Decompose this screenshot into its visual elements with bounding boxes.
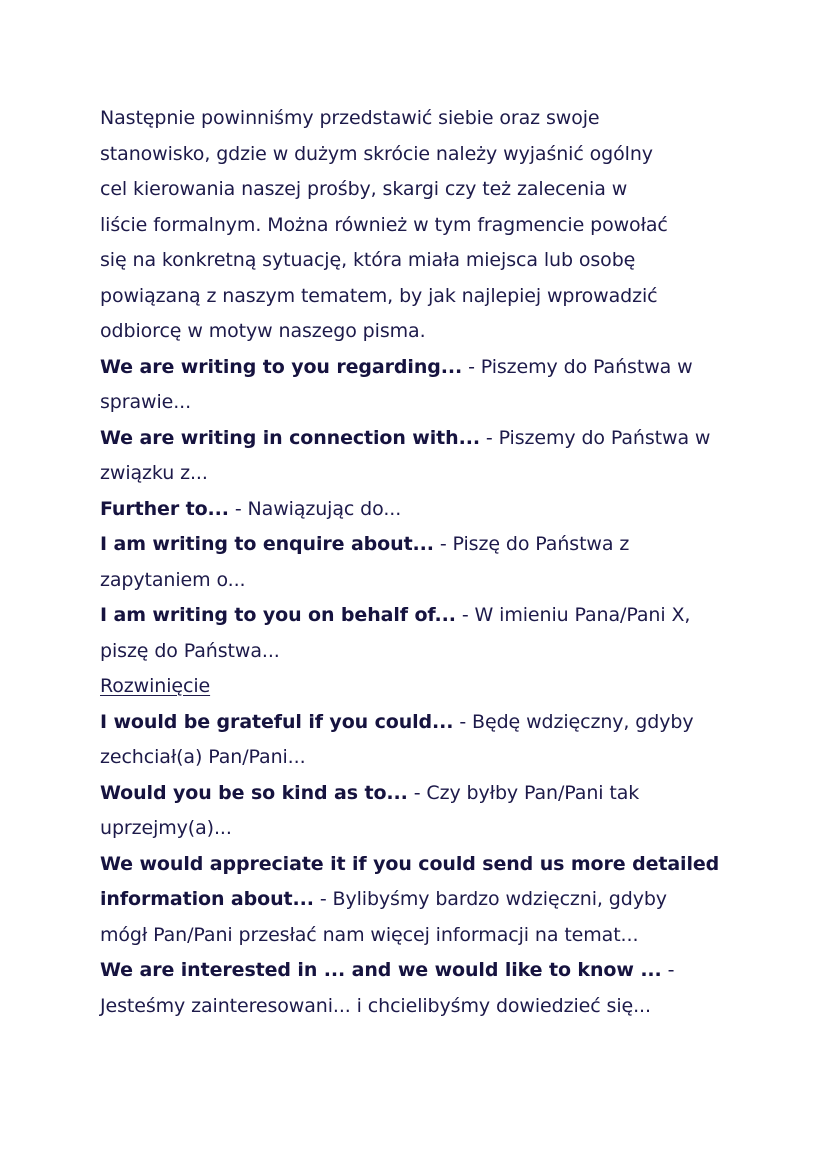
phrase-polish: - Piszemy do Państwa w — [479, 426, 711, 449]
phrase-line — [100, 492, 740, 528]
phrase-item — [100, 953, 740, 1024]
intro-line: powiązaną z naszym tematem, by jak najlepiej wprowadzić — [100, 284, 658, 307]
phrase-item — [100, 527, 740, 598]
body-phrases — [100, 705, 740, 1025]
phrase-polish: - Będę wdzięczny, gdyby — [453, 710, 694, 733]
phrase-item — [100, 776, 740, 847]
phrase-item — [100, 492, 740, 528]
phrase-line: piszę do Państwa... — [100, 639, 280, 662]
phrase-polish: - Nawiązując do... — [228, 497, 402, 520]
phrase-line — [100, 776, 740, 812]
phrase-line: związku z... — [100, 462, 208, 484]
phrase-line: mógł Pan/Pani przesłać nam więcej informacji na temat... — [100, 923, 639, 946]
phrase-line: Jesteśmy zainteresowani... i chcielibyśmy dowiedzieć się... — [100, 994, 651, 1017]
phrase-polish: - Piszę do Państwa z — [433, 533, 630, 555]
phrase-line: zapytaniem o... — [100, 568, 246, 591]
intro-line: stanowisko, gdzie w dużym skrócie należy wyjaśnić ogólny — [100, 142, 653, 165]
intro-paragraph — [100, 101, 740, 350]
phrase-item — [100, 705, 740, 776]
phrase-english: I am writing to enquire about... — [100, 533, 434, 555]
phrase-english: information about... — [100, 888, 314, 910]
phrase-line: zechciał(a) Pan/Pani... — [100, 746, 306, 768]
document-page — [100, 101, 740, 1024]
phrase-line — [100, 350, 740, 386]
phrase-line: uprzejmy(a)... — [100, 817, 232, 839]
intro-line: odbiorcę w motyw naszego pisma. — [100, 320, 426, 342]
section-heading: Rozwinięcie — [100, 675, 211, 697]
phrase-line — [100, 882, 740, 918]
phrase-polish: - Piszemy do Państwa w — [462, 355, 693, 378]
phrase-english: Further to... — [100, 497, 229, 520]
phrase-item — [100, 847, 740, 954]
intro-line: cel kierowania naszej prośby, skargi czy też zalecenia w — [100, 178, 628, 200]
phrase-polish: - W imieniu Pana/Pani X, — [455, 604, 691, 626]
phrase-item — [100, 350, 740, 421]
phrase-english: We are writing to you regarding... — [100, 355, 463, 378]
phrase-english: I would be grateful if you could... — [100, 710, 454, 733]
phrase-item — [100, 421, 740, 492]
phrase-line — [100, 847, 740, 883]
phrase-polish: - Czy byłby Pan/Pani tak — [407, 781, 640, 804]
phrase-english: We would appreciate it if you could send us more detailed — [100, 852, 720, 875]
phrase-english: Would you be so kind as to... — [100, 781, 408, 804]
intro-line: się na konkretną sytuację, która miała miejsca lub osobę — [100, 249, 636, 271]
phrase-line — [100, 421, 740, 457]
phrase-english: We are interested in ... and we would like to know ... — [100, 959, 662, 981]
phrase-polish: - Bylibyśmy bardzo wdzięczni, gdyby — [313, 888, 667, 910]
phrase-english: We are writing in connection with... — [100, 426, 480, 449]
phrase-line — [100, 598, 740, 634]
phrase-line — [100, 705, 740, 741]
phrase-line — [100, 527, 740, 563]
phrase-line — [100, 953, 740, 989]
phrase-english: I am writing to you on behalf of... — [100, 604, 456, 626]
opening-phrases — [100, 350, 740, 670]
phrase-item — [100, 598, 740, 669]
phrase-polish: - — [661, 959, 675, 981]
intro-line: Następnie powinniśmy przedstawić siebie oraz swoje — [100, 107, 600, 129]
intro-line: liście formalnym. Można również w tym fragmencie powołać — [100, 213, 668, 236]
phrase-line: sprawie... — [100, 391, 192, 413]
